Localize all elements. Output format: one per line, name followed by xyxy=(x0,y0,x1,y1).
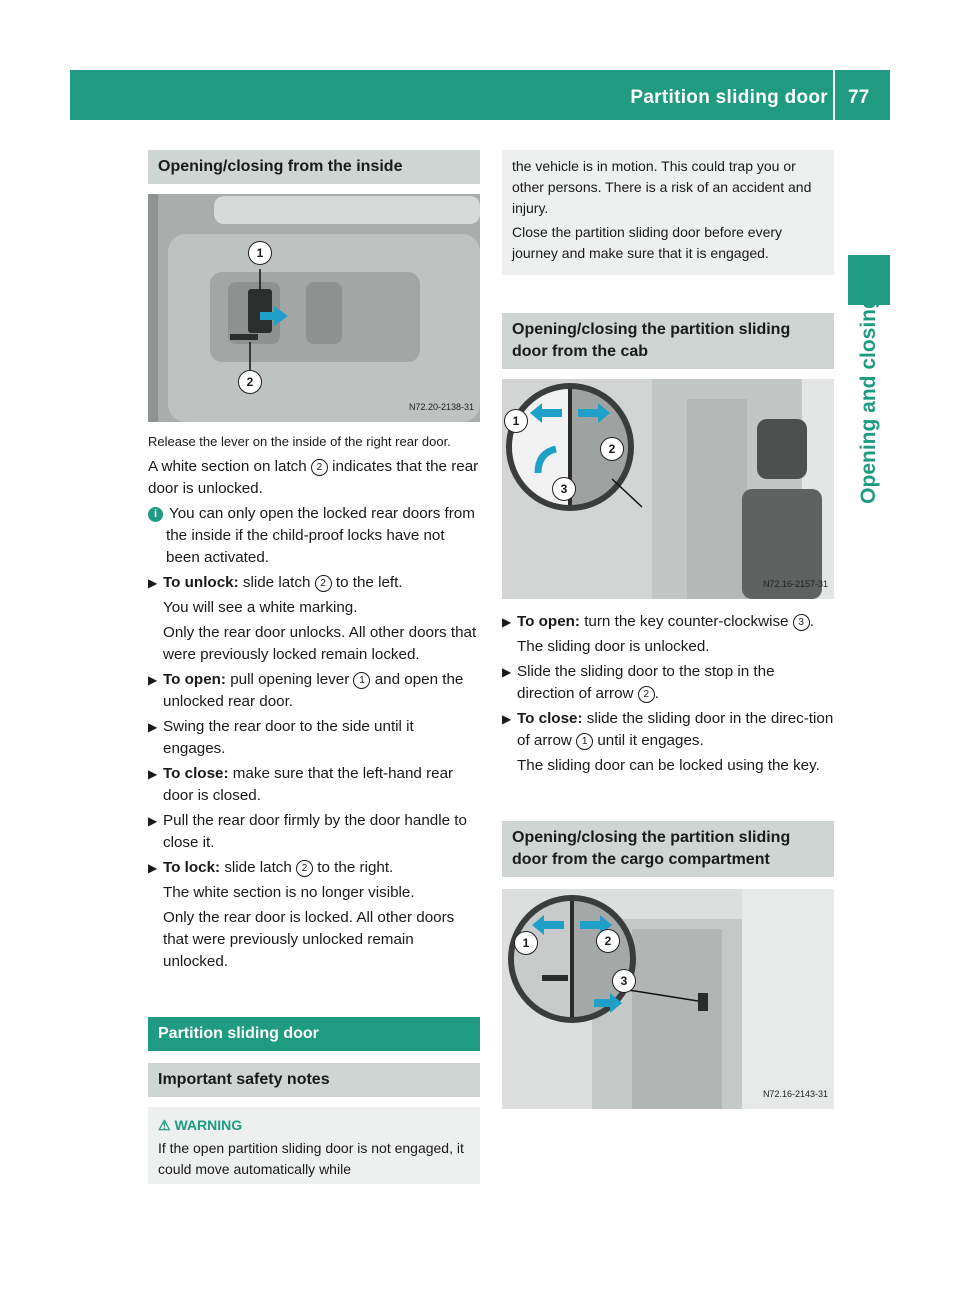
step-swing: ▶ Swing the rear door to the side until it engages. xyxy=(148,718,414,757)
section-heading-inside: Opening/closing from the inside xyxy=(148,150,480,184)
warning-triangle-icon: ⚠ xyxy=(158,1117,171,1133)
triangle-arrow-icon: ▶ xyxy=(502,665,512,679)
cargo-illustration xyxy=(502,889,834,1109)
triangle-arrow-icon: ▶ xyxy=(148,720,158,734)
triangle-arrow-icon: ▶ xyxy=(502,712,512,726)
callout-2: 2 xyxy=(600,437,624,461)
header-divider xyxy=(833,70,835,120)
figure-inside-latch xyxy=(148,194,480,422)
info-note: i You can only open the locked rear doors from the inside if the child-proof locks have not been activated. xyxy=(148,503,480,569)
triangle-arrow-icon: ▶ xyxy=(148,814,158,828)
figure-cargo xyxy=(502,889,834,1109)
step-lock-note: Only the rear door is locked. All other doors that were previously unlocked remain unlocked. xyxy=(163,909,455,970)
page-title: Partition sliding door xyxy=(630,87,828,108)
page-number: 77 xyxy=(848,87,870,108)
warning-continued-text: the vehicle is in motion. This could trap you or other persons. There is a risk of an accident and injury. xyxy=(512,158,812,216)
section-heading-cab: Opening/closing the partition sliding door from the cab xyxy=(502,313,834,369)
warning-text: If the open partition sliding door is not engaged, it could move automatically while xyxy=(158,1140,464,1177)
step-open: ▶ To open: pull opening lever 1 and open the unlocked rear door. xyxy=(148,671,464,710)
warning-title: ⚠ WARNING xyxy=(158,1117,243,1133)
callout-3: 3 xyxy=(612,969,636,993)
paragraph-white-section: A white section on latch 2 indicates that the rear door is unlocked. xyxy=(148,458,479,497)
warning-box-continued xyxy=(502,150,834,275)
info-icon: i xyxy=(148,507,163,522)
left-column xyxy=(148,150,480,1184)
step-unlock-result: You will see a white marking. xyxy=(163,599,358,616)
step-close: ▶ To close: make sure that the left-hand rear door is closed. xyxy=(148,765,454,804)
step-cab-open-result: The sliding door is unlocked. xyxy=(517,638,710,655)
warning-advice: Close the partition sliding door before every journey and make sure that it is engaged. xyxy=(512,224,783,261)
triangle-arrow-icon: ▶ xyxy=(148,673,158,687)
step-unlock-note: Only the rear door unlocks. All other doors that were previously locked remain locked. xyxy=(163,624,477,663)
figure-caption: Release the lever on the inside of the right rear door. xyxy=(148,434,451,449)
callout-1: 1 xyxy=(504,409,528,433)
triangle-arrow-icon: ▶ xyxy=(148,861,158,875)
right-column xyxy=(502,150,834,1109)
step-cab-close: ▶ To close: slide the sliding door in the direc-tion of arrow 1 until it engages. xyxy=(502,710,834,749)
latch-illustration xyxy=(148,194,480,422)
figure-code: N72.16-2157-31 xyxy=(762,579,828,589)
callout-2: 2 xyxy=(238,370,262,394)
figure-code: N72.20-2138-31 xyxy=(408,402,474,412)
callout-1: 1 xyxy=(514,931,538,955)
callout-3: 3 xyxy=(552,477,576,501)
step-unlock: ▶ To unlock: slide latch 2 to the left. xyxy=(148,572,480,594)
step-lock: ▶ To lock: slide latch 2 to the right. xyxy=(148,857,480,879)
callout-2: 2 xyxy=(596,929,620,953)
figure-cab xyxy=(502,379,834,599)
triangle-arrow-icon: ▶ xyxy=(502,615,512,629)
step-cab-open: ▶ To open: turn the key counter-clockwise 3 . xyxy=(502,611,834,633)
callout-1: 1 xyxy=(248,241,272,265)
triangle-arrow-icon: ▶ xyxy=(148,767,158,781)
section-heading-safety: Important safety notes xyxy=(148,1063,480,1097)
section-heading-cargo: Opening/closing the partition sliding door from the cargo compartment xyxy=(502,821,834,877)
warning-box xyxy=(148,1107,480,1184)
step-cab-slide: ▶ Slide the sliding door to the stop in the direction of arrow 2 . xyxy=(502,663,775,702)
section-heading-partition: Partition sliding door xyxy=(148,1017,480,1051)
step-pull: ▶ Pull the rear door firmly by the door handle to close it. xyxy=(148,812,467,851)
chapter-label: Opening and closing xyxy=(857,296,880,504)
triangle-arrow-icon: ▶ xyxy=(148,576,158,590)
figure-code: N72.16-2143-31 xyxy=(762,1089,828,1099)
step-cab-close-note: The sliding door can be locked using the key. xyxy=(517,757,820,774)
step-lock-result: The white section is no longer visible. xyxy=(163,884,415,901)
